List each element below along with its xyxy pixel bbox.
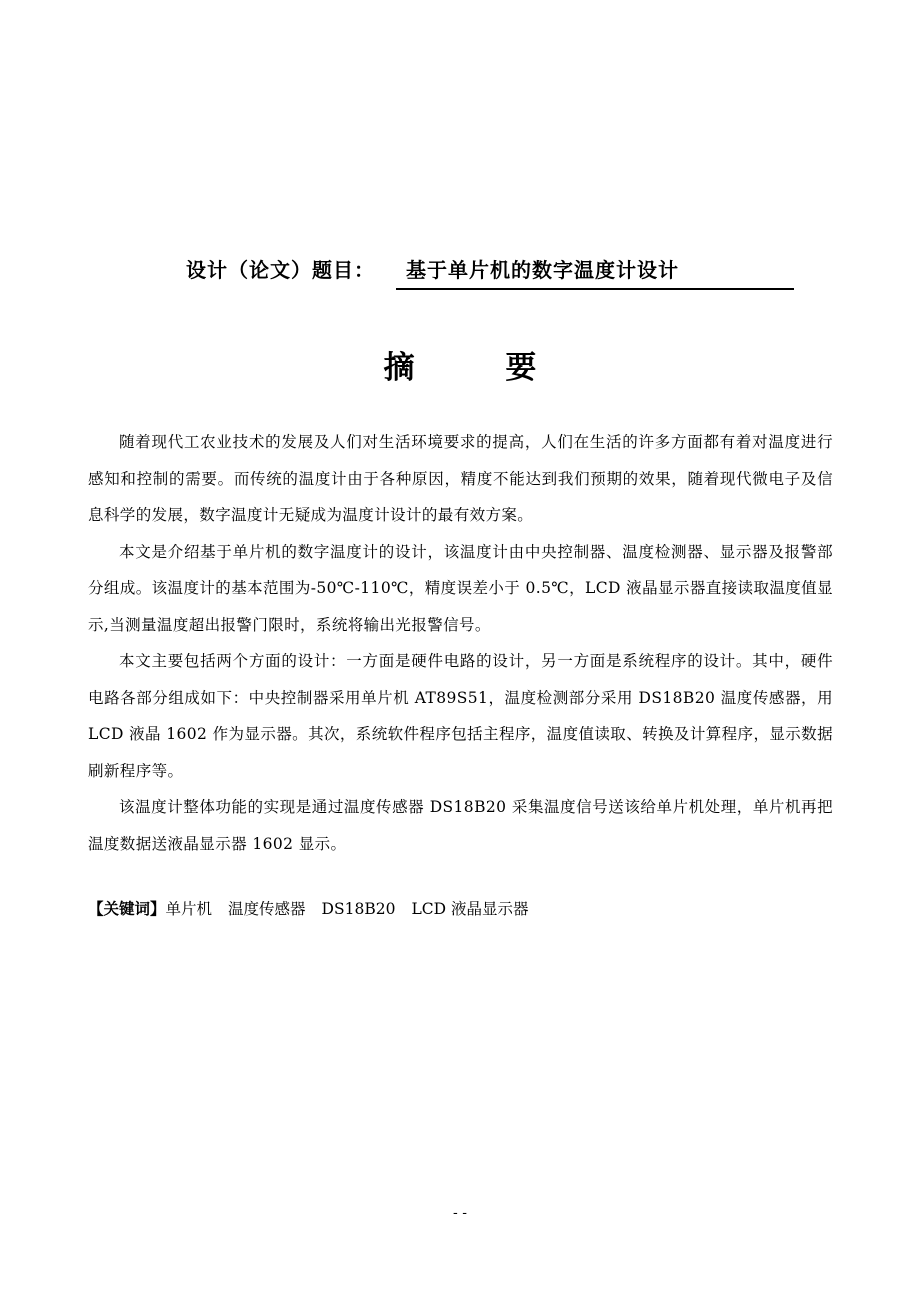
abstract-heading: 摘 要 — [383, 350, 577, 386]
abstract-paragraph-1: 随着现代工农业技术的发展及人们对生活环境要求的提高，人们在生活的许多方面都有着对温度进行感知和控制的需要。而传统的温度计由于各种原因，精度不能达到我们预期的效果，随着现代微电子及信息科学的发展，数字温度计无疑成为温度计设计的最有效方案。 — [88, 433, 833, 524]
keyword-item: 温度传感器 — [228, 900, 306, 918]
thesis-title-label: 设计（论文）题目： — [186, 258, 375, 282]
thesis-title-value: 基于单片机的数字温度计设计 — [406, 258, 679, 282]
keywords-line — [88, 897, 544, 919]
keyword-item: LCD 液晶显示器 — [411, 900, 529, 918]
abstract-paragraph-3: 本文主要包括两个方面的设计：一方面是硬件电路的设计，另一方面是系统程序的设计。其中，硬件电路各部分组成如下：中央控制器采用单片机 AT89S51，温度检测部分采用 DS18B20 温度传感器，用 LCD 液晶 1602 作为显示器。其次，系统软件程序包括主程序，温度值读取、转换及计算程序，显示数据刷新程序等。 — [88, 652, 833, 780]
abstract-paragraph-4: 该温度计整体功能的实现是通过温度传感器 DS18B20 采集温度信号送该给单片机处理，单片机再把温度数据送液晶显示器 1602 显示。 — [88, 798, 833, 853]
keyword-item: DS18B20 — [321, 900, 396, 918]
keywords-label: 【关键词】 — [88, 900, 166, 918]
abstract-body — [88, 424, 833, 862]
thesis-title-underline — [396, 250, 794, 290]
abstract-paragraph-2: 本文是介绍基于单片机的数字温度计的设计，该温度计由中央控制器、温度检测器、显示器及报警部分组成。该温度计的基本范围为-50℃-110℃，精度误差小于 0.5℃，LCD 液晶显示器直接读取温度值显示,当测量温度超出报警门限时，系统将输出光报警信号。 — [88, 542, 833, 634]
keyword-item: 单片机 — [165, 900, 213, 918]
thesis-title-row — [0, 250, 920, 294]
page-number: - - — [453, 1205, 467, 1221]
